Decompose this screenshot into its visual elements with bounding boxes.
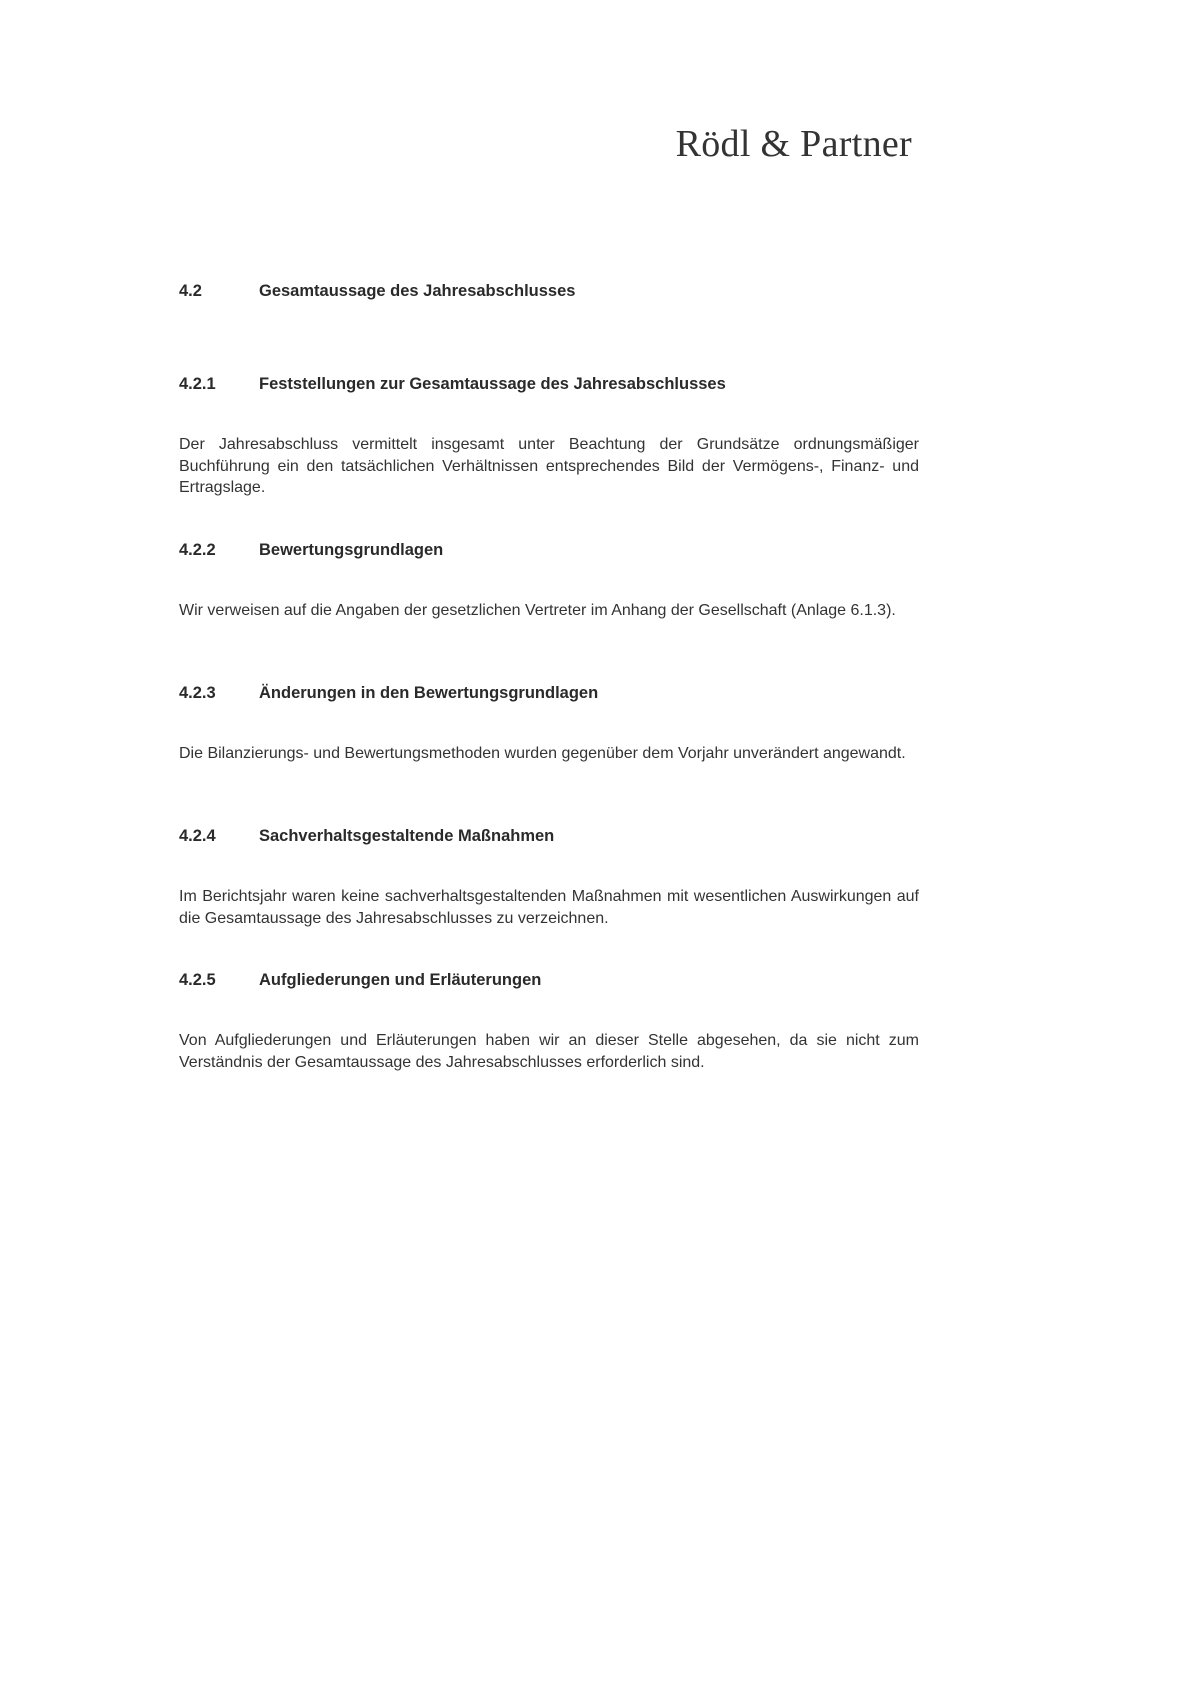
section-heading-4-2-3	[179, 684, 919, 703]
section-heading-4-2-5	[179, 971, 919, 990]
section-number: 4.2	[179, 282, 202, 300]
section-title: Änderungen in den Bewertungsgrundlagen	[259, 684, 599, 702]
section-title: Feststellungen zur Gesamtaussage des Jahresabschlusses	[259, 375, 726, 393]
section-title: Bewertungsgrundlagen	[259, 541, 444, 559]
section-paragraph-4-2-2: Wir verweisen auf die Angaben der gesetzlichen Vertreter im Anhang der Gesellschaft (Anlage 6.1.3).	[179, 602, 896, 619]
section-paragraph-4-2-4: Im Berichtsjahr waren keine sachverhaltsgestaltenden Maßnahmen mit wesentlichen Auswirkungen auf die Gesamtaussage des Jahresabschlusses zu verzeichnen.	[179, 888, 919, 927]
section-heading-4-2-1	[179, 375, 919, 394]
section-paragraph-4-2-1: Der Jahresabschluss vermittelt insgesamt unter Beachtung der Grundsätze ordnungsmäßiger Buchführung ein den tatsächlichen Verhältnissen entsprechendes Bild der Vermögens-, Finanz- und Ertragslage.	[179, 436, 919, 496]
section-number: 4.2.3	[179, 684, 216, 702]
section-heading-4-2-4	[179, 827, 919, 846]
section-title: Gesamtaussage des Jahresabschlusses	[259, 282, 576, 300]
section-paragraph-4-2-3: Die Bilanzierungs- und Bewertungsmethoden wurden gegenüber dem Vorjahr unverändert angewandt.	[179, 745, 906, 762]
section-title: Aufgliederungen und Erläuterungen	[259, 971, 542, 989]
section-title: Sachverhaltsgestaltende Maßnahmen	[259, 827, 555, 845]
section-heading-4-2-2	[179, 541, 919, 560]
section-number: 4.2.1	[179, 375, 216, 393]
section-number: 4.2.2	[179, 541, 216, 559]
section-number: 4.2.5	[179, 971, 216, 989]
section-heading-4-2	[179, 282, 919, 301]
company-logo: Rödl & Partner	[675, 123, 912, 165]
section-paragraph-4-2-5: Von Aufgliederungen und Erläuterungen haben wir an dieser Stelle abgesehen, da sie nicht zum Verständnis der Gesamtaussage des Jahresabschlusses erforderlich sind.	[179, 1032, 919, 1071]
section-number: 4.2.4	[179, 827, 216, 845]
